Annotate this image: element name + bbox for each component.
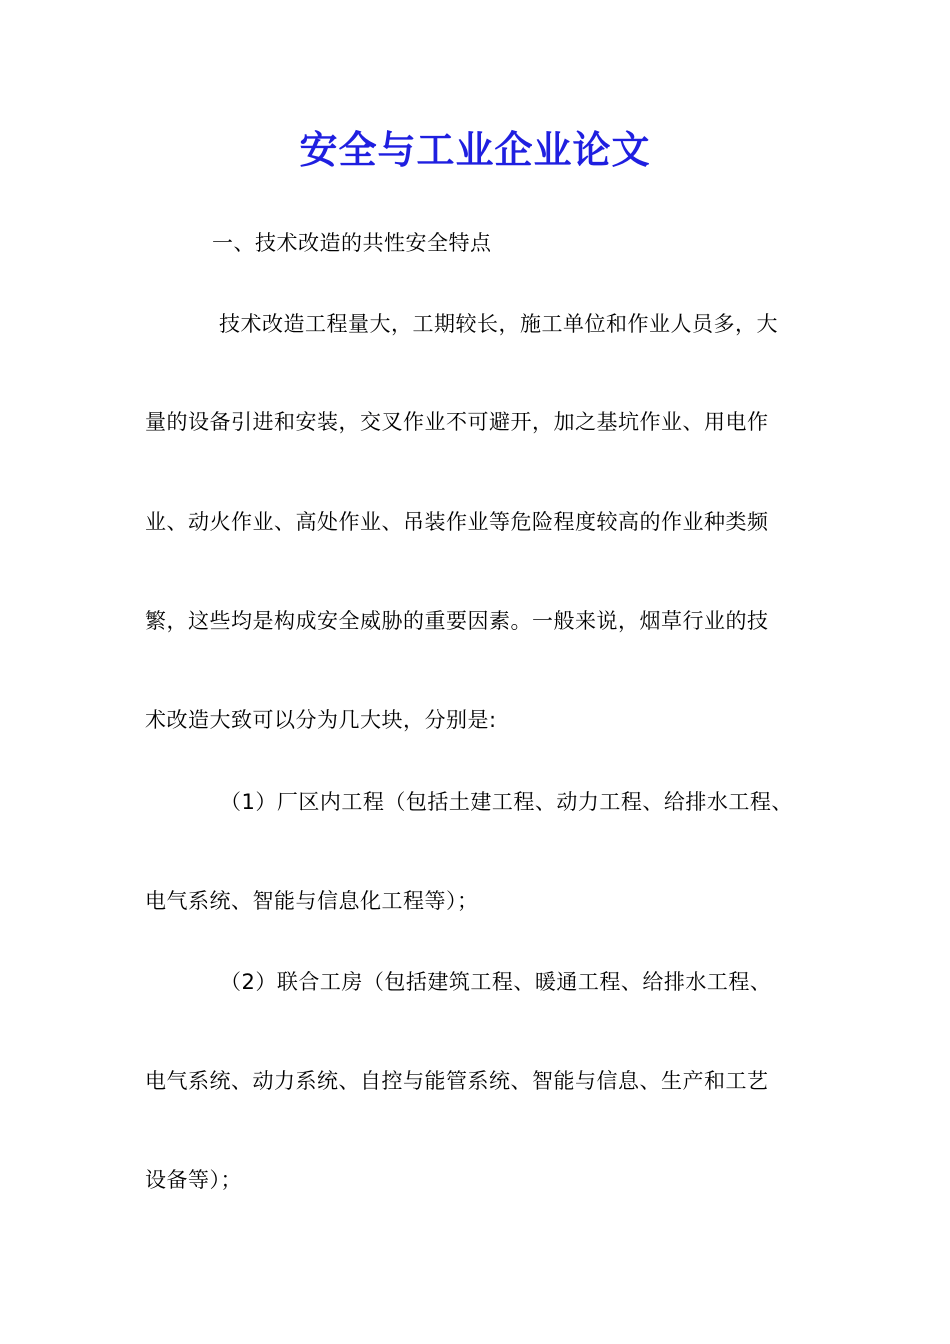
document-title: 安全与工业企业论文 (299, 127, 651, 172)
list-item-line: （2）联合工房（包括建筑工程、暖通工程、给排水工程、 (220, 970, 772, 994)
paragraph-line: 术改造大致可以分为几大块，分别是: (145, 708, 497, 732)
paragraph-line: 业、动火作业、高处作业、吊装作业等危险程度较高的作业种类频 (145, 510, 769, 534)
paragraph-line: 技术改造工程量大，工期较长，施工单位和作业人员多，大 (219, 312, 778, 336)
paragraph-line: 繁，这些均是构成安全威胁的重要因素。一般来说，烟草行业的技 (145, 609, 769, 633)
list-item-line: 电气系统、智能与信息化工程等）； (145, 889, 479, 913)
list-item-line: （1）厂区内工程（包括土建工程、动力工程、给排水工程、 (220, 790, 793, 814)
list-item-line: 电气系统、动力系统、自控与能管系统、智能与信息、生产和工艺 (145, 1069, 769, 1093)
section-heading: 一、技术改造的共性安全特点 (212, 231, 492, 255)
list-item-line: 设备等）； (145, 1168, 242, 1192)
paragraph-line: 量的设备引进和安装，交叉作业不可避开，加之基坑作业、用电作 (145, 410, 769, 434)
